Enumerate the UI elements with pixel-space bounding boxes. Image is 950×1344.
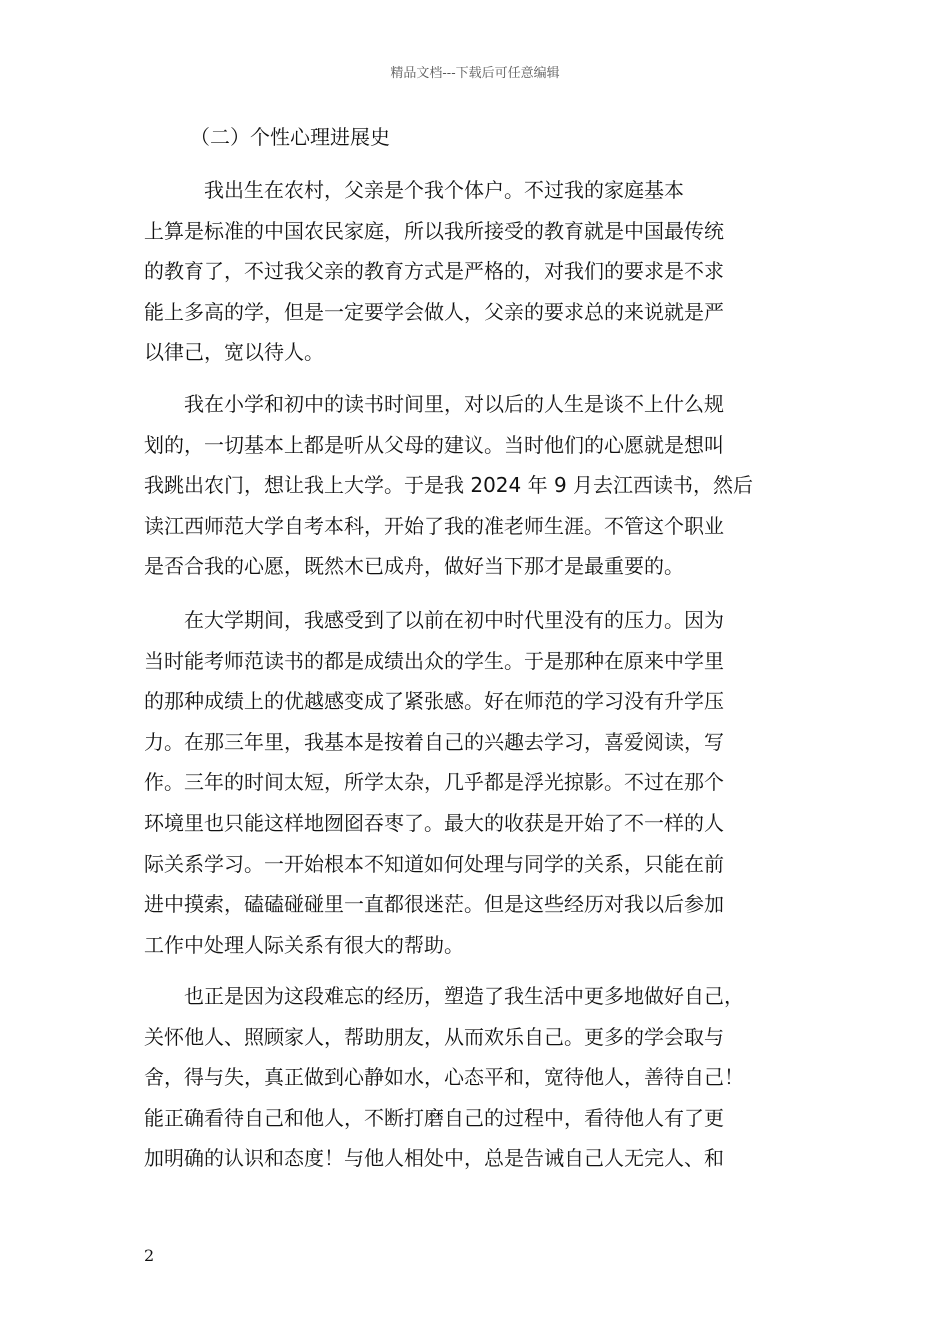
paragraph-line: 划的，一切基本上都是听从父母的建议。当时他们的心愿就是想叫 [144,432,724,457]
paragraph-line: 工作中处理人际关系有很大的帮助。 [144,932,464,957]
paragraph-line: 加明确的认识和态度！与他人相处中，总是告诫自己人无完人、和 [144,1146,724,1171]
paragraph-line: 在大学期间，我感受到了以前在初中时代里没有的压力。因为 [144,608,724,632]
paragraph-line: 我跳出农门，想让我上大学。于是我 2024 年 9 月去江西读书，然后 [144,473,754,498]
section-title: （二）个性心理进展史 [190,125,390,149]
paragraph-4 [144,976,809,1179]
paragraph-line: 能正确看待自己和他人，不断打磨自己的过程中，看待他人有了更 [144,1105,724,1130]
paragraph-line: 我在小学和初中的读书时间里，对以后的人生是谈不上什么规 [144,392,724,416]
paragraph-line: 上算是标准的中国农民家庭，所以我所接受的教育就是中国最传统 [144,218,724,243]
paragraph-line: 舍，得与失，真正做到心静如水，心态平和，宽待他人，善待自己！ [144,1065,744,1090]
paragraph-line: 际关系学习。一开始根本不知道如何处理与同学的关系，只能在前 [144,851,724,876]
paragraph-line: 也正是因为这段难忘的经历，塑造了我生活中更多地做好自己， [144,984,744,1008]
paragraph-line: 能上多高的学，但是一定要学会做人，父亲的要求总的来说就是严 [144,299,724,324]
paragraph-line: 力。在那三年里，我基本是按着自己的兴趣去学习，喜爱阅读，写 [144,729,724,754]
paragraph-line: 我出生在农村，父亲是个我个体户。不过我的家庭基本 [144,178,684,202]
paragraph-line: 环境里也只能这样地囫囵吞枣了。最大的收获是开始了不一样的人 [144,810,724,835]
paragraph-line: 的那种成绩上的优越感变成了紧张感。好在师范的学习没有升学压 [144,689,724,714]
page-header: 精品文档---下载后可任意编辑 [390,66,560,81]
paragraph-line: 是否合我的心愿，既然木已成舟，做好当下那才是最重要的。 [144,554,684,579]
page-number: 2 [144,1246,155,1265]
paragraph-line: 的教育了，不过我父亲的教育方式是严格的，对我们的要求是不求 [144,259,724,284]
paragraph-line: 以律己，宽以待人。 [144,340,324,365]
paragraph-line: 进中摸索，磕磕碰碰里一直都很迷茫。但是这些经历对我以后参加 [144,892,724,917]
paragraph-line: 读江西师范大学自考本科，开始了我的准老师生涯。不管这个职业 [144,513,724,538]
paragraph-line: 关怀他人、照顾家人，帮助朋友，从而欢乐自己。更多的学会取与 [144,1024,724,1049]
paragraph-2 [144,384,809,587]
paragraph-3 [144,600,809,965]
paragraph-1 [144,170,809,373]
paragraph-line: 当时能考师范读书的都是成绩出众的学生。于是那种在原来中学里 [144,648,724,673]
paragraph-line: 作。三年的时间太短，所学太杂，几乎都是浮光掠影。不过在那个 [144,770,724,795]
